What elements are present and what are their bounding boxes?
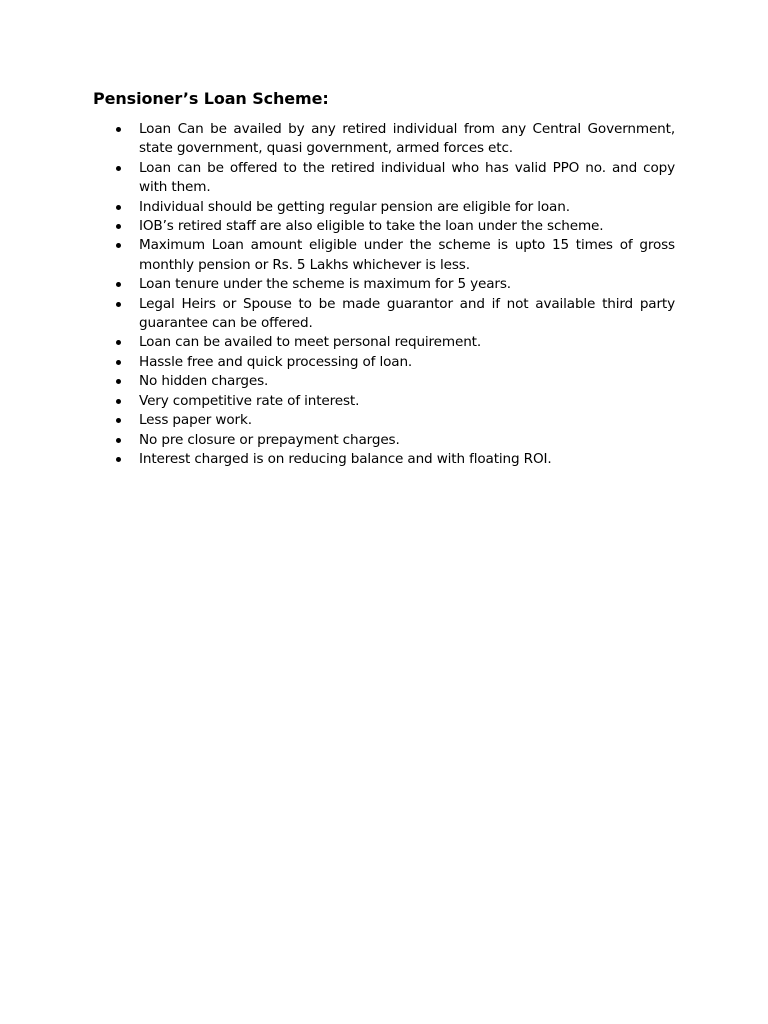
list-item-text: Loan tenure under the scheme is maximum for 5 years. <box>139 276 511 293</box>
list-item-text: Loan Can be availed by any retired individual from any Central Government, state government, quasi government, armed forces etc. <box>139 121 675 157</box>
bullet-icon <box>116 282 121 287</box>
bullet-icon <box>116 399 121 404</box>
bullet-icon <box>116 302 121 307</box>
list-item-text: Individual should be getting regular pension are eligible for loan. <box>139 198 570 215</box>
list-item-text: No pre closure or prepayment charges. <box>139 431 400 448</box>
list-item <box>115 217 675 236</box>
bullet-icon <box>116 243 121 248</box>
list-item <box>115 392 675 411</box>
bullet-icon <box>116 127 121 132</box>
list-item-text: Less paper work. <box>139 412 252 429</box>
list-item-text: Interest charged is on reducing balance and with floating ROI. <box>139 450 552 467</box>
list-item <box>115 295 675 334</box>
document-title: Pensioner’s Loan Scheme: <box>93 89 329 108</box>
list-item <box>115 236 675 275</box>
list-item-text: IOB’s retired staff are also eligible to take the loan under the scheme. <box>139 218 604 235</box>
list-item <box>115 353 675 372</box>
list-item <box>115 431 675 450</box>
list-item-text: No hidden charges. <box>139 373 269 390</box>
bullet-icon <box>116 379 121 384</box>
list-item-text: Hassle free and quick processing of loan. <box>139 353 413 370</box>
list-item <box>115 159 675 198</box>
bullet-icon <box>116 224 121 229</box>
bullet-icon <box>116 360 121 365</box>
bullet-icon <box>116 205 121 210</box>
list-item <box>115 450 675 469</box>
list-item-text: Loan can be availed to meet personal requirement. <box>139 334 482 351</box>
list-item-text: Very competitive rate of interest. <box>139 392 360 409</box>
list-item <box>115 198 675 217</box>
bullet-list <box>115 120 675 469</box>
list-item-text: Legal Heirs or Spouse to be made guarantor and if not available third party guarantee can be offered. <box>139 295 675 332</box>
bullet-icon <box>116 457 121 462</box>
list-item <box>115 372 675 391</box>
bullet-icon <box>116 340 121 345</box>
list-item-text: Maximum Loan amount eligible under the scheme is upto 15 times of gross monthly pension or Rs. 5 Lakhs whichever is less. <box>139 237 675 273</box>
list-item <box>115 275 675 294</box>
bullet-icon <box>116 418 121 423</box>
list-item-text: Loan can be offered to the retired individual who has valid PPO no. and copy with them. <box>139 159 675 196</box>
list-item <box>115 120 675 159</box>
bullet-icon <box>116 438 121 443</box>
bullet-icon <box>116 166 121 171</box>
list-item <box>115 333 675 352</box>
list-item <box>115 411 675 430</box>
